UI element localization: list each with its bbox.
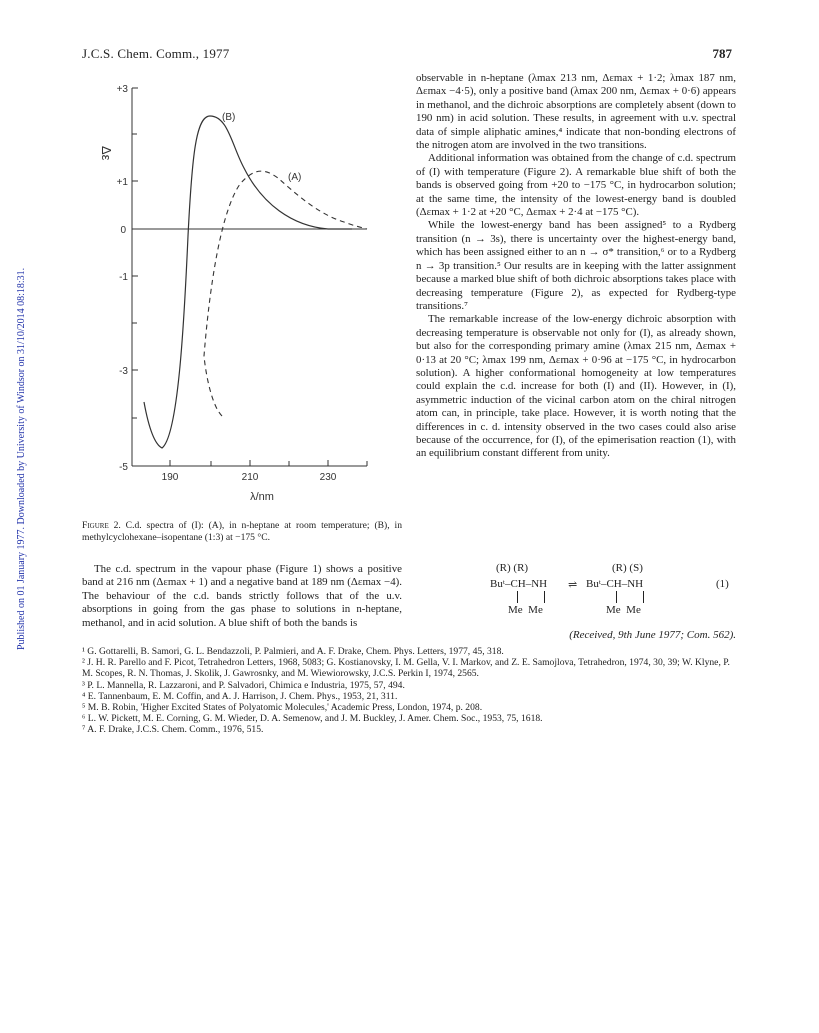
curve-label-b: (B) [222,112,236,123]
equation-number: (1) [716,578,729,590]
y-tick-label: +1 [116,177,128,188]
curve-b [144,116,352,448]
x-axis-label: λ/nm [250,491,274,503]
journal-header: J.C.S. Chem. Comm., 1977 [82,46,230,61]
received-date: (Received, 9th June 1977; Com. 562). [569,629,736,641]
left-column-text [82,563,402,630]
cd-spectrum-figure [82,76,382,506]
caption-text: C.d. spectra of (I): (A), in n-heptane at room temperature; (B), in methylcyclohexane–isopentane (1:3) at −175 °C. [82,520,402,543]
watermark-text: Published on 01 January 1977. Downloaded by University of Windsor on 31/10/2014 08:18:31. [16,267,27,650]
config-right: (R) (S) [612,562,643,574]
y-tick-label: +3 [116,84,128,95]
figure-caption [82,520,402,543]
y-axis-label: Δε [99,146,114,161]
reference-item: ⁵ M. B. Robin, 'Higher Excited States of Polyatomic Molecules,' Academic Press, London, 1974, p. 208. [82,702,483,714]
y-tick-label: -5 [119,462,128,473]
curve-label-a: (A) [288,172,302,183]
paragraph: The remarkable increase of the low-energy dichroic absorption with decreasing temperature is observable not only for (I), as already shown, but also for the corresponding primary amine (λmax 215 nm, Δεmax + 0·13 at 20 °C; λmax 199 nm, Δεmax + 0·96 at −175 °C, in hydrocarbon solution). A higher conformational homogeneity at low temperatures could explain the c.d. increase for both (I) and (II). However, in (I), asymmetric induction of the vicinal carbon atom on the chiral nitrogen atom can, in principle, take place. However, it is worth noting that the differences in c. d. intensity observed in the two cases could also arise because of the occurrence, for (I), of the epimerisation reaction (1), with an equilibrium constant different from unity. [416,313,736,460]
y-tick-label: -1 [119,272,128,283]
reference-item: ¹ G. Gottarelli, B. Samori, G. L. Bendazzoli, P. Palmieri, and A. F. Drake, Chem. Phys. Letters, 1977, 45, 318. [82,646,504,657]
bond-line [517,591,518,603]
y-tick-label: -3 [119,366,128,377]
equilibrium-arrow: ⇌ [568,579,578,591]
paragraph: observable in n-heptane (λmax 213 nm, Δεmax + 1·2; λmax 187 nm, Δεmax −4·5), only a positive band (λmax 200 nm, Δεmax + 0·6) appears in methanol, and the dichroic absorptions are completely absent (down to 190 nm) in acid solution. These results, in agreement with u.v. spectral data of simple aliphatic amines,⁴ indicate that non-bonding electrons of the nitrogen atom are involved in the two transitions. [416,72,736,152]
paragraph: The c.d. spectrum in the vapour phase (Figure 1) shows a positive band at 216 nm (Δεmax + 1) and a negative band at 189 nm (Δεmax −4). The behaviour of the c.d. bands strictly follows that of the u.v. absorptions in going from the gas phase to solutions in n-heptane, methanol, and in acid solution. A blue shift of both the bands is [82,563,402,629]
caption-label: Figure 2. [82,520,121,531]
reference-item: ³ P. L. Mannella, R. Lazzaroni, and P. Salvadori, Chimica e Industria, 1975, 57, 494. [82,679,405,691]
substituents-left: Me Me [508,604,543,616]
config-left: (R) (R) [496,562,529,574]
y-tick-label: 0 [120,225,126,236]
x-tick-label: 190 [161,472,179,483]
x-tick-label: 230 [319,472,337,483]
right-column-text [416,72,736,461]
paragraph: While the lowest-energy band has been assigned⁵ to a Rydberg transition (n → 3s), there is uncertainty over the highest-energy band, which has been assigned either to an n → σ* transition,⁶ or to a Rydberg n → 3p transition.⁵ Our results are in keeping with the latter assignment because a marked blue shift of both dichroic absorptions takes place with decreasing temperature (Figure 2), as expected for Rydberg-type transitions.⁷ [416,219,736,312]
reaction-scheme [416,562,736,622]
substituents-right: Me Me [606,604,641,616]
bond-line [544,591,545,603]
bond-line [616,591,617,603]
reference-item: ² J. H. R. Parello and F. Picot, Tetrahedron Letters, 1968, 5083; G. Kostianovsky, I. M. Gella, V. I. Markov, and Z. E. Samojlova, Tetrahedron, 1974, 30, 39; W. Klyne, P. M. Scopes, R. N. Thomas, J. Skolik, J. Gawrosnky, and M. Wiewiorowsky, J.C.S. Perkin I, 1974, 2565. [82,657,730,680]
paragraph: Additional information was obtained from the change of c.d. spectrum of (I) with temperature (Figure 2). A remarkable blue shift of both the bands is observed going from +20 to −175 °C, in hydrocarbon solution; at the same time, the intensity of the lowest-energy band is doubled (Δεmax + 1·2 at +20 °C, Δεmax + 2·4 at −175 °C). [416,152,736,219]
reference-item: ⁷ A. F. Drake, J.C.S. Chem. Comm., 1976, 515. [82,724,264,736]
reference-item: ⁴ E. Tannenbaum, E. M. Coffin, and A. J. Harrison, J. Chem. Phys., 1953, 21, 311. [82,690,398,702]
download-watermark [4,180,27,650]
bond-line [643,591,644,603]
references [82,646,742,736]
formula-right: Buᵗ–CH–NH [586,578,644,590]
curve-a [204,171,367,416]
reference-item: ⁶ L. W. Pickett, M. E. Corning, G. M. Wieder, D. A. Semenow, and J. M. Buckley, J. Amer. Chem. Soc., 1953, 75, 1618. [82,713,543,725]
page-number: 787 [712,46,732,61]
x-tick-label: 210 [241,472,259,483]
formula-left: Buᵗ–CH–NH [490,578,548,590]
